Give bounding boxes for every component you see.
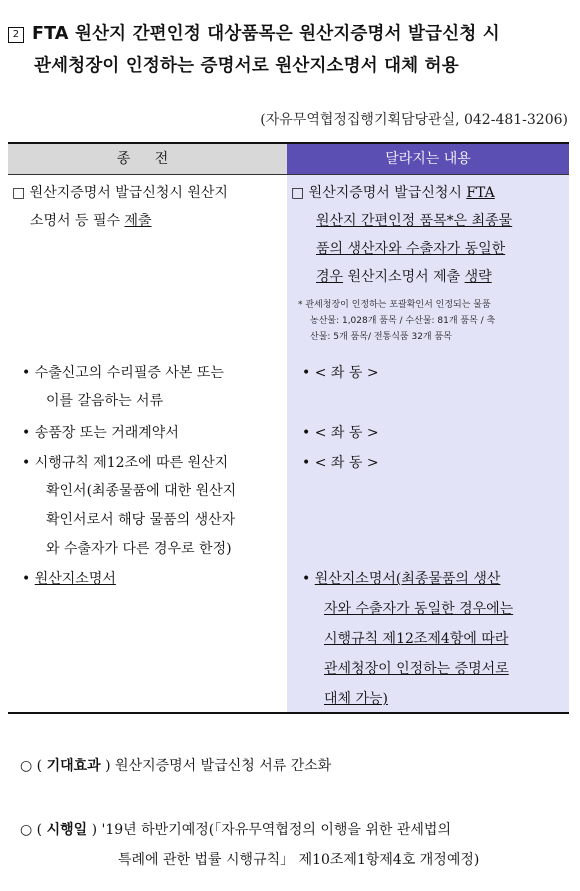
after-footnote-line-1: * 관세청장이 인정하는 포괄확인서 인정되는 물품 [298,300,491,310]
effect-prefix: ○ ( [20,758,47,774]
before-bullet-3-line-3: 확인서로서 해당 물품의 생산자 [46,512,236,528]
after-box-text-1: □ 원산지증명서 발급신청시 [291,185,467,201]
after-box-line-1 [291,179,495,207]
after-same-3: • < 좌 동 > [302,455,379,471]
bullet-mark: • [22,571,35,587]
after-footnote-line-2: 농산물: 1,028개 품목 / 수산물: 81개 품목 / 축 [310,316,496,326]
before-submit-required: 제출 [124,213,152,229]
before-bullet-3-line-2: 확인서(최종물품에 대한 원산지 [46,483,237,499]
before-origin-explanation: 원산지소명서 [34,571,116,587]
after-new-line-2: 자와 수출자가 동일한 경우에는 [324,601,514,617]
after-box-text-4: 원산지소명서 제출 [343,269,465,285]
after-case-label: 경우 [316,269,344,285]
heading-line-1 [8,18,574,50]
section-number: 2 [8,27,24,43]
before-bullet-1-line-2: 이를 갈음하는 서류 [46,393,164,409]
before-bullet-3-line-1: • 시행규칙 제12조에 따른 원산지 [22,455,229,471]
after-new-text-1: 원산지소명서(최종물품의 생산 [314,571,501,587]
date-label: 시행일 [46,822,88,838]
date-text: ) '19년 하반기예정(「자유무역협정의 이행을 위한 관세법의 [87,822,451,838]
before-bullet-3-line-4: 와 수출자가 다른 경우로 한정) [46,541,232,557]
before-box-line-1: □ 원산지증명서 발급신청시 원산지 [12,185,228,201]
before-bullet-2: • 송품장 또는 거래계약서 [22,425,179,441]
header-after: 달라지는 내용 [287,144,569,175]
section-heading [8,18,574,82]
after-fta-label: FTA [466,185,495,201]
after-footnote-line-3: 산물: 5개 품목/ 전통식품 32개 품목 [310,332,452,342]
date-prefix: ○ ( [20,822,47,838]
header-before: 종 전 [8,144,287,175]
after-same-1: • < 좌 동 > [302,365,379,381]
heading-text-1: FTA 원산지 간편인정 대상품목은 원산지증명서 발급신청 시 [32,24,500,44]
source-department: (자유무역협정집행기획담당관실, 042-481-3206) [260,112,568,128]
heading-line-2: 관세청장이 인정하는 증명서로 원산지소명서 대체 허용 [34,56,459,76]
after-new-line-3: 시행규칙 제12조제4항에 따라 [324,631,509,647]
after-new-line-1 [302,565,500,593]
after-box-line-3: 품의 생산자와 수출자가 동일한 [316,241,506,257]
bullet-mark: • [302,571,315,587]
after-box-line-2: 원산지 간편인정 품목*은 최종물 [316,213,513,229]
after-new-line-5: 대체 가능) [324,691,389,707]
after-new-line-4: 관세청장이 인정하는 증명서로 [324,661,509,677]
effective-date-line-2: 특례에 관한 법률 시행규칙」 제10조제1항제4호 개정예정) [118,852,480,868]
after-box-line-4 [316,263,492,291]
before-box-line-2 [30,207,152,235]
after-omit-label: 생략 [464,269,492,285]
expected-effect [20,752,331,780]
comparison-table [8,142,569,714]
before-box-text: 소명서 등 필수 [30,213,125,229]
effect-text: ) 원산지증명서 발급신청 서류 간소화 [100,758,332,774]
before-bullet-1-line-1: • 수출신고의 수리필증 사본 또는 [22,365,224,381]
before-bullet-4 [22,565,116,593]
effect-label: 기대효과 [46,758,101,774]
effective-date [20,816,451,844]
after-same-2: • < 좌 동 > [302,425,379,441]
